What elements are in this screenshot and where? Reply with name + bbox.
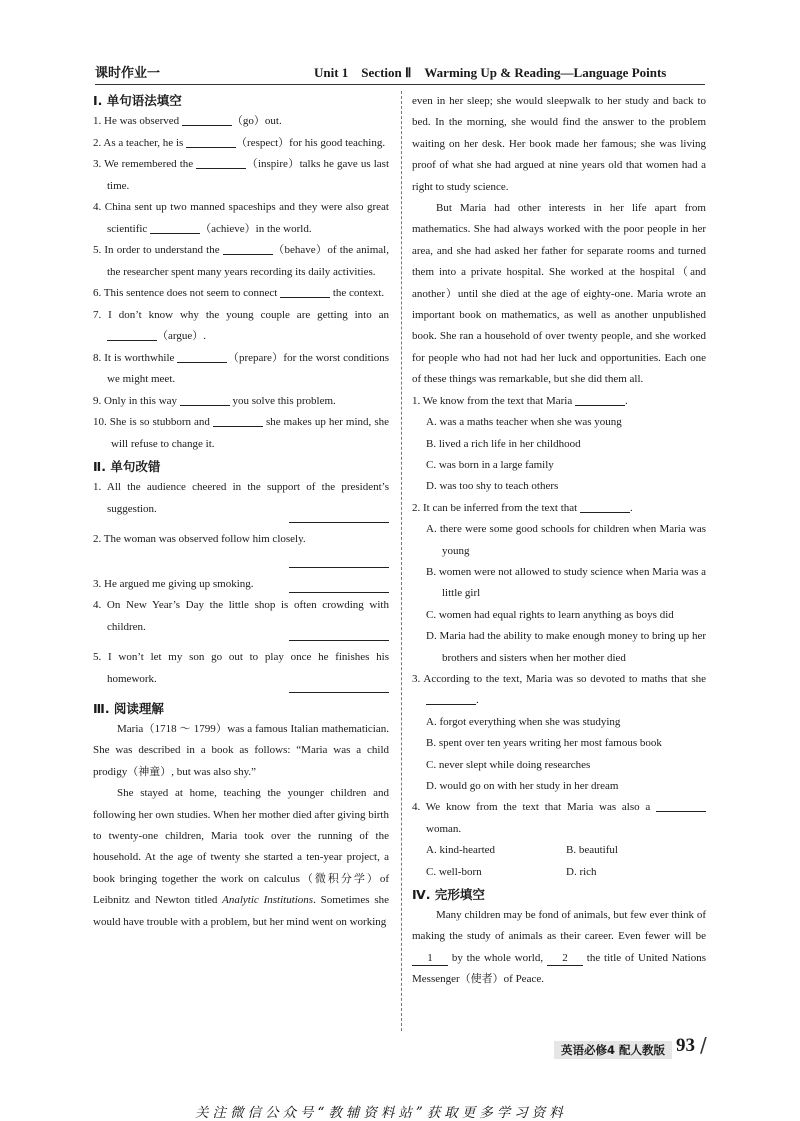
correction-item: 4. On New Year’s Day the little shop is often crowding with children. <box>93 599 389 633</box>
answer-blank[interactable] <box>426 692 476 705</box>
page-slash: / <box>700 1033 707 1057</box>
book-title: Analytic Institutions <box>222 894 314 907</box>
correction-item: 1. All the audience cheered in the support of the president’s suggestion. <box>93 481 389 515</box>
answer-blank[interactable] <box>223 242 273 255</box>
grammar-item: 7. I don’t know why the young couple are getting into an （argue）. <box>93 308 389 342</box>
correction-answer-line[interactable] <box>289 559 389 568</box>
option[interactable]: B. lived a rich life in her childhood <box>426 437 581 450</box>
grammar-item: 10. She is so stubborn and she makes up her mind, she will refuse to change it. <box>93 416 389 450</box>
grammar-item: 6. This sentence does not seem to connect the context. <box>93 287 385 299</box>
right-column <box>412 91 706 991</box>
column-divider <box>401 91 402 1031</box>
answer-blank[interactable] <box>656 799 706 812</box>
grammar-item: 3. We remembered the （inspire）talks he gave us last time. <box>93 158 390 192</box>
answer-blank[interactable] <box>107 328 157 341</box>
option[interactable]: A. forgot everything when she was studying <box>426 715 621 728</box>
grammar-item: 2. As a teacher, he is （respect）for his good teaching. <box>93 136 386 149</box>
handwritten-note: 关注微信公众号“教辅资料站”获取更多学习资料 <box>195 1105 567 1121</box>
reading-paragraph: But Maria had other interests in her life apart from mathematics. She had always worked with the poor people in her area, and she had asked her father for separate rooms and turned them into a private hospital. She worked at the hospital（and another）until she died at the age of eighty-one. Maria wrote an important book on mathematics, as well as another unpublished book. She ran a household of over twenty people, and she worked for people who had not had her luck and opportunities. Each one of these things was remarkable, but she did them all. <box>412 202 706 386</box>
section1-title: Ⅰ. 单句语法填空 <box>93 93 182 108</box>
header-rule <box>95 84 705 85</box>
option[interactable]: C. never slept while doing researches <box>426 758 591 771</box>
grammar-item: 4. China sent up two manned spaceships and they were also great scientific （achieve）in the world. <box>93 201 389 235</box>
correction-item: 3. He argued me giving up smoking. <box>93 574 389 596</box>
reading-paragraph: Maria（1718 ～ 1799）was a famous Italian mathematician. She was described in a book as follows: “Maria was a child prodigy（神童）, but was also shy.” <box>93 723 389 778</box>
option[interactable]: B. women were not allowed to study science when Maria was a little girl <box>426 565 706 600</box>
option[interactable]: D. was too shy to teach others <box>426 480 559 493</box>
unit-title: Unit 1 Section Ⅱ Warming Up & Reading—Language Points <box>314 65 667 80</box>
section4-title: Ⅳ. 完形填空 <box>412 887 485 903</box>
option[interactable]: C. well-born <box>426 865 482 878</box>
option[interactable]: D. would go on with her study in her dream <box>426 780 619 792</box>
answer-blank[interactable] <box>177 350 227 363</box>
grammar-item: 1. He was observed （go）out. <box>93 115 282 127</box>
correction-answer-line[interactable] <box>289 580 389 593</box>
cloze-blank-1[interactable]: 1 <box>412 951 448 966</box>
answer-blank[interactable] <box>580 500 630 513</box>
answer-blank[interactable] <box>213 414 263 427</box>
option[interactable]: D. Maria had the ability to make enough money to bring up her brothers and sisters when her mother died <box>426 630 706 664</box>
answer-blank[interactable] <box>196 156 246 169</box>
grammar-item: 5. In order to understand the （behave）of the animal, the researcher spent many years recording its daily activities. <box>93 244 389 278</box>
book-label: 英语必修4 配人教版 <box>554 1041 672 1059</box>
option[interactable]: C. was born in a large family <box>426 458 554 471</box>
answer-blank[interactable] <box>280 285 330 298</box>
left-column <box>93 91 389 933</box>
grammar-item: 8. It is worthwhile （prepare）for the worst conditions we might meet. <box>93 351 389 385</box>
option[interactable]: A. was a maths teacher when she was young <box>426 416 622 429</box>
answer-blank[interactable] <box>575 393 625 406</box>
cloze-paragraph: Many children may be fond of animals, but few ever think of making the study of animals as their career. Even fewer will be 1 by the whole world, 2 the title of United Nations Messenger（使者）of Peace. <box>412 909 706 986</box>
answer-blank[interactable] <box>180 393 230 406</box>
grammar-item: 9. Only in this way you solve this problem. <box>93 394 336 407</box>
option[interactable]: C. women had equal rights to learn anything as boys did <box>426 608 674 621</box>
option[interactable]: D. rich <box>566 865 597 878</box>
homework-label: 课时作业一 <box>95 66 161 81</box>
question: 2. It can be inferred from the text that . <box>412 501 633 514</box>
option[interactable]: A. there were some good schools for children when Maria was young <box>426 523 706 557</box>
page-number: 93 <box>676 1035 695 1056</box>
answer-blank[interactable] <box>150 221 200 234</box>
option[interactable]: A. kind-hearted <box>426 844 496 857</box>
option-row <box>412 840 706 861</box>
option-row <box>412 862 706 883</box>
option[interactable]: B. beautiful <box>566 844 618 857</box>
answer-blank[interactable] <box>182 113 232 126</box>
answer-blank[interactable] <box>186 135 236 148</box>
correction-item: 2. The woman was observed follow him closely. <box>93 533 306 545</box>
question: 4. We know from the text that Maria was also a woman. <box>412 797 706 840</box>
correction-item: 5. I won’t let my son go out to play once he finishes his homework. <box>93 651 389 685</box>
section3-title: Ⅲ. 阅读理解 <box>93 701 164 716</box>
cloze-blank-2[interactable]: 2 <box>547 951 583 966</box>
question: 3. According to the text, Maria was so devoted to maths that she . <box>412 672 706 707</box>
question: 1. We know from the text that Maria . <box>412 394 628 407</box>
section2-title: Ⅱ. 单句改错 <box>93 459 161 474</box>
reading-paragraph: She stayed at home, teaching the younger children and following her own studies. When her mother died after giving birth to twenty-one children, Maria took over the running of the household. At the age of twenty she started a ten-year project, a book bringing together the work on calculus（微积分学）of Leibnitz and Newton titled Analytic Institutions. Sometimes she would have trouble with a problem, but her mind went on working <box>93 787 389 928</box>
option[interactable]: B. spent over ten years writing her most famous book <box>426 737 662 750</box>
reading-paragraph: even in her sleep; she would sleepwalk to her study and back to bed. In the morning, she would find the answer to the problem waiting on her desk. Her book made her famous; she was living proof of what she had argued at nine years old that women had a right to study science. <box>412 95 706 193</box>
